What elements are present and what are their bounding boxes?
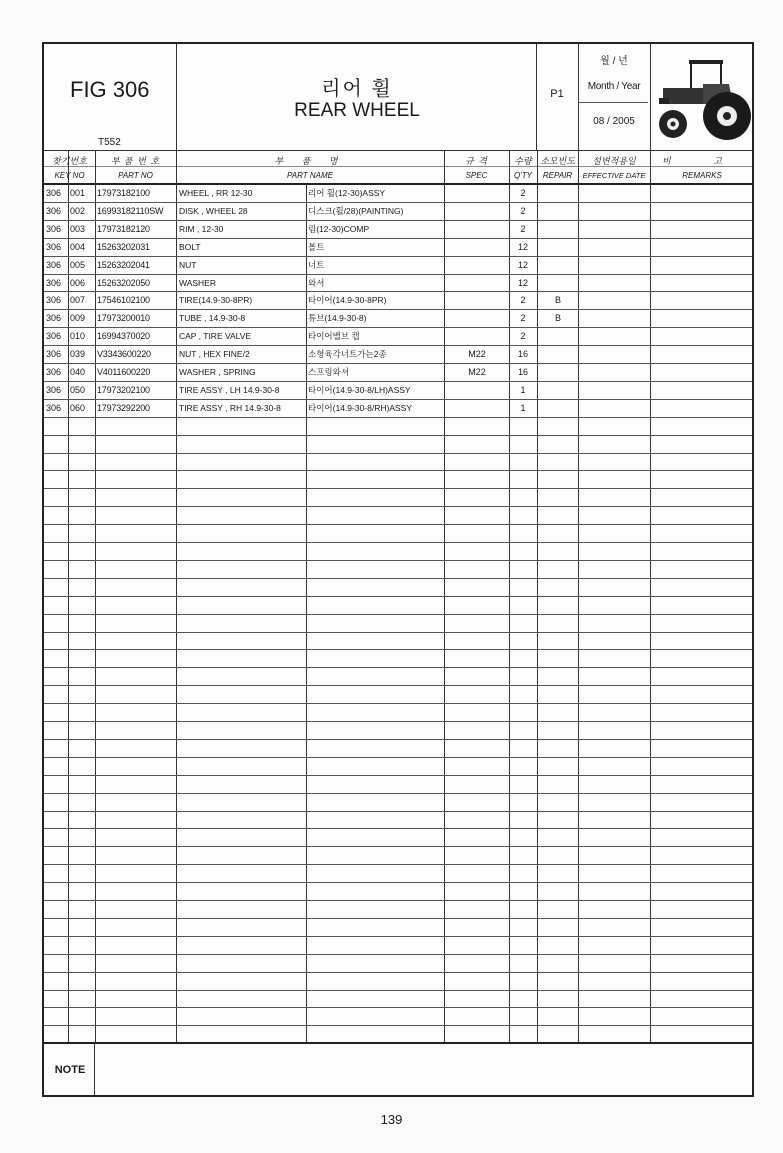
part-name-ko-cell: 튜브(14.9-30-8) [308,313,367,324]
model-code: T552 [98,137,121,148]
title-korean: 리어 휠 [321,78,393,100]
row-rule [44,1007,752,1008]
qty-cell: 1 [520,402,526,413]
note-top-line [44,1042,752,1044]
row-rule [44,846,752,847]
key-no-cell: 306 [46,367,62,377]
part-name-en-cell: WHEEL , RR 12-30 [179,188,253,198]
part-no-cell: 16993182110SW [97,205,164,216]
row-rule [44,793,752,794]
part-name-ko-cell: 스프링와셔 [308,367,350,377]
sub-no-cell: 039 [70,349,86,360]
part-name-ko-cell: 볼트 [308,241,325,252]
table-row [44,363,752,381]
col-header-key: KEY NO [54,171,85,180]
page-code: P1 [550,88,564,100]
table-row [44,345,752,363]
part-name-en-cell: WASHER [179,277,216,288]
month-year-label: Month / Year [587,81,641,92]
sub-no-cell: 005 [70,259,86,270]
col-header-name-ko: 부 품 명 [274,156,346,166]
row-rule [44,488,752,489]
table-row [44,309,752,327]
sub-no-cell: 010 [70,331,86,342]
part-name-ko-cell: 리어 휠(12-30)ASSY [308,188,386,198]
key-no-cell: 306 [46,384,62,395]
col-header-part-ko: 부 품 번 호 [110,156,161,166]
part-name-ko-cell: 너트 [308,259,325,270]
row-rule [44,685,752,686]
row-rule [44,757,752,758]
row-rule [44,828,752,829]
part-no-cell: 17973182100 [97,188,150,198]
col-header-effective-ko: 설변적용일 [592,156,636,166]
row-rule [44,882,752,883]
row-rule [44,506,752,507]
row-rule [44,1025,752,1026]
qty-cell: 2 [520,188,526,198]
row-rule [44,721,752,722]
part-name-ko-cell: 타이어(14.9-30-8/RH)ASSY [308,402,412,413]
note-divider [94,1042,95,1095]
sub-no-cell: 003 [70,223,86,234]
part-no-cell: 17973200010 [97,313,150,324]
row-rule [44,972,752,973]
key-no-cell: 306 [46,188,62,198]
key-no-cell: 306 [46,402,62,413]
part-name-en-cell: TUBE , 14.9-30-8 [179,313,246,324]
repair-cell: B [554,295,561,306]
month-year-label-korean: 월 / 년 [600,56,628,67]
part-name-en-cell: TIRE ASSY , LH 14.9-30-8 [179,384,280,395]
qty-cell: 2 [520,313,526,324]
part-no-cell: V4011600220 [97,367,151,377]
col-header-repair-ko: 소모빈도 [540,156,575,166]
key-no-cell: 306 [46,331,62,342]
row-rule [44,864,752,865]
table-row [44,256,752,274]
key-no-cell: 306 [46,295,62,306]
part-name-en-cell: TIRE ASSY , RH 14.9-30-8 [179,402,281,413]
sub-no-cell: 040 [70,367,86,377]
sub-no-cell: 004 [70,241,86,252]
parts-list-sheet [42,42,754,1097]
qty-cell: 2 [520,205,526,216]
row-rule [44,453,752,454]
month-year-divider [578,102,648,103]
table-row [44,202,752,220]
part-no-cell: V3343600220 [97,349,151,360]
figure-number: FIG 306 [70,77,150,102]
row-rule [44,470,752,471]
part-name-en-cell: CAP , TIRE VALVE [179,331,252,342]
month-year-value: 08 / 2005 [593,116,635,127]
key-no-cell: 306 [46,241,62,252]
row-rule [44,578,752,579]
row-rule [44,918,752,919]
row-rule [44,775,752,776]
sub-no-cell: 009 [70,313,86,324]
key-no-cell: 306 [46,223,62,234]
sub-no-cell: 050 [70,384,86,395]
part-name-ko-cell: 림(12-30)COMP [308,223,370,234]
row-rule [44,649,752,650]
header-bottom-line [44,150,752,151]
table-row [44,381,752,399]
row-rule [44,542,752,543]
row-rule [44,811,752,812]
part-no-cell: 17973292200 [97,402,150,413]
row-rule [44,596,752,597]
key-no-cell: 306 [46,205,62,216]
col-header-remarks-ko: 비 고 [662,156,742,166]
part-name-ko-cell: 타이어(14.9-30-8/LH)ASSY [308,384,411,395]
qty-cell: 2 [520,223,526,234]
col-header-part: PART NO [118,171,153,180]
part-name-en-cell: TIRE(14.9-30-8PR) [179,295,253,306]
row-rule [44,936,752,937]
row-rule [44,417,752,418]
spec-cell: M22 [468,349,486,360]
part-name-ko-cell: 소형육각너트가는2종 [308,349,387,360]
row-rule [44,435,752,436]
key-no-cell: 306 [46,259,62,270]
sub-no-cell: 060 [70,402,86,413]
row-rule [44,954,752,955]
table-row [44,399,752,417]
col-header-repair: REPAIR [542,171,573,180]
row-rule [44,739,752,740]
repair-cell: B [554,313,561,324]
qty-cell: 12 [517,259,528,270]
part-name-en-cell: WASHER , SPRING [179,367,256,377]
header-divider [176,44,177,150]
part-name-en-cell: RIM , 12-30 [179,223,224,234]
col-header-qty-ko: 수량 [514,156,532,166]
part-no-cell: 16994370020 [97,331,150,342]
col-header-spec: SPEC [465,171,488,180]
part-no-cell: 17973202100 [97,384,150,395]
part-no-cell: 15263202041 [97,259,150,270]
part-name-en-cell: DISK , WHEEL 28 [179,205,248,216]
page-number: 139 [380,1112,403,1127]
qty-cell: 2 [520,331,526,342]
table-row [44,274,752,292]
col-header-qty: Q'TY [514,171,532,180]
key-no-cell: 306 [46,277,62,288]
part-no-cell: 15263202031 [97,241,150,252]
part-name-ko-cell: 디스크(휠/28)(PAINTING) [308,205,404,216]
sub-no-cell: 006 [70,277,86,288]
part-no-cell: 17546102100 [97,295,150,306]
row-rule [44,560,752,561]
row-rule [44,900,752,901]
table-row [44,238,752,256]
qty-cell: 16 [517,349,528,360]
parts-table-body [44,184,752,1042]
row-rule [44,667,752,668]
qty-cell: 12 [517,277,528,288]
part-name-ko-cell: 타이어(14.9-30-8PR) [308,295,387,306]
table-row [44,184,752,202]
key-no-cell: 306 [46,313,62,324]
qty-cell: 1 [520,384,526,395]
spec-cell: M22 [468,367,486,377]
qty-cell: 12 [517,241,528,252]
table-row [44,327,752,345]
key-no-cell: 306 [46,349,62,360]
title-english: REAR WHEEL [294,100,420,121]
part-name-ko-cell: 와셔 [308,277,325,288]
sub-no-cell: 001 [70,188,86,198]
row-rule [44,990,752,991]
qty-cell: 16 [517,367,528,377]
row-rule [44,703,752,704]
table-row [44,291,752,309]
part-no-cell: 17973182120 [97,223,150,234]
sub-no-cell: 002 [70,205,86,216]
part-name-en-cell: BOLT [179,241,201,252]
part-name-ko-cell: 타이어밸브 캡 [308,331,360,342]
part-name-en-cell: NUT [179,259,197,270]
tractor-icon [651,48,754,148]
col-header-remarks: REMARKS [682,171,722,180]
sub-no-cell: 007 [70,295,86,306]
row-rule [44,524,752,525]
table-row [44,220,752,238]
col-header-effective: EFFECTIVE DATE [582,171,646,180]
qty-cell: 2 [520,295,526,306]
part-no-cell: 15263202050 [97,277,150,288]
col-header-name: PART NAME [287,171,333,180]
col-header-key-ko: 찾기번호 [52,156,87,166]
col-header-spec-ko: 규 격 [465,156,488,166]
note-label: NOTE [54,1064,86,1076]
row-rule [44,632,752,633]
row-rule [44,614,752,615]
part-name-en-cell: NUT , HEX FINE/2 [179,349,250,360]
